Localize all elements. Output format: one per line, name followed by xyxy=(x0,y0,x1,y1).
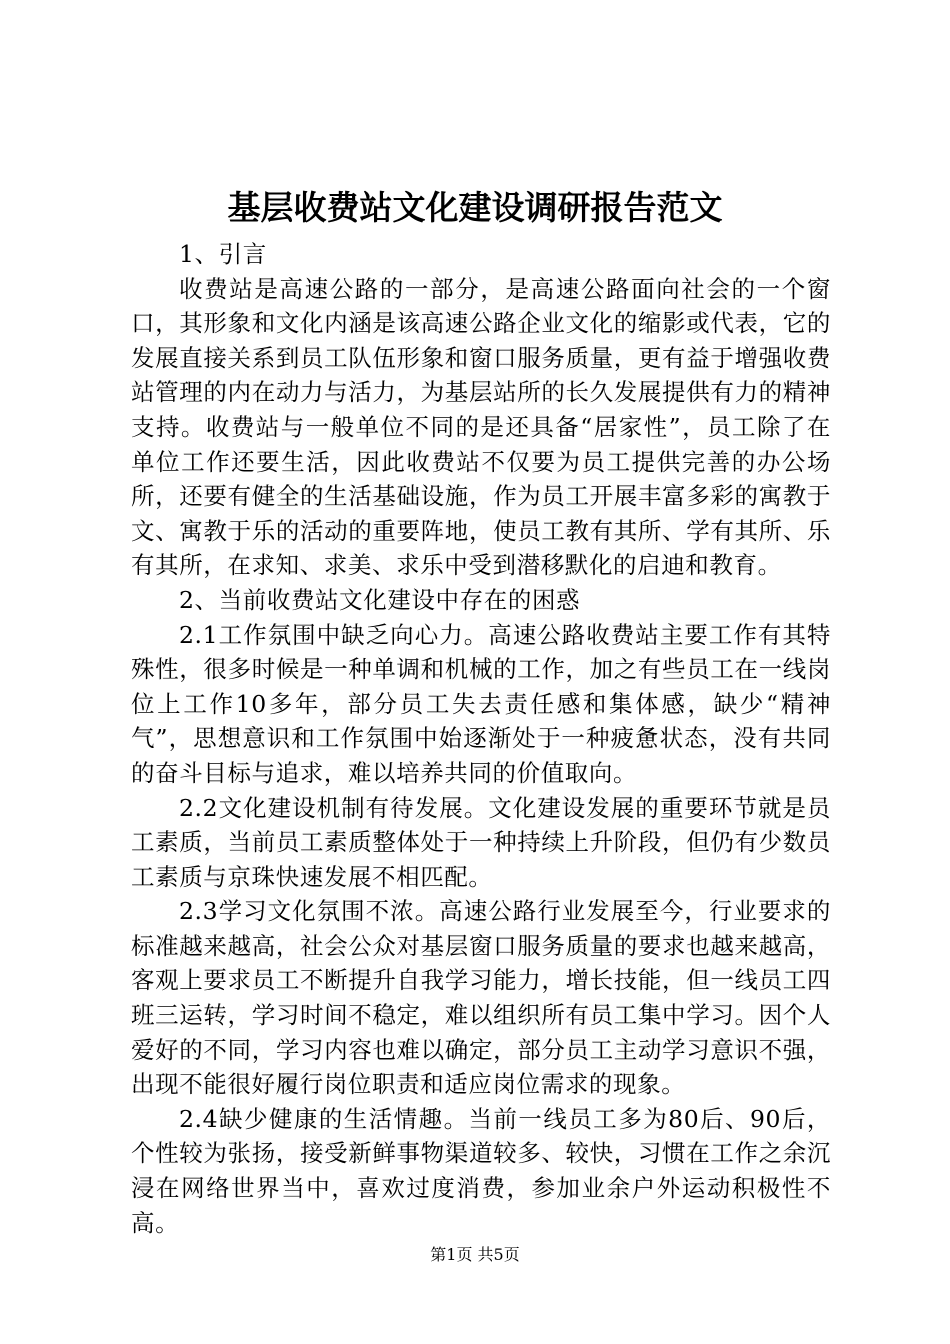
document-title: 基层收费站文化建设调研报告范文 xyxy=(227,188,723,227)
paragraph-2-4: 2.4缺少健康的生活情趣。当前一线员工多为80后、90后，个性较为张扬，接受新鲜事物渠道较多、较快，习惯在工作之余沉浸在网络世界当中，喜欢过度消费，参加业余户外运动积极性不高。 xyxy=(131,1104,831,1237)
paragraph-2-1: 2.1工作氛围中缺乏向心力。高速公路收费站主要工作有其特殊性，很多时候是一种单调和机械的工作，加之有些员工在一线岗位上工作10多年，部分员工失去责任感和集体感，缺少“精神气”，思想意识和工作氛围中始逐渐处于一种疲惫状态，没有共同的奋斗目标与追求，难以培养共同的价值取向。 xyxy=(131,620,831,787)
document-body xyxy=(131,237,831,1240)
paragraph-2-2: 2.2文化建设机制有待发展。文化建设发展的重要环节就是员工素质，当前员工素质整体处于一种持续上升阶段，但仍有少数员工素质与京珠快速发展不相匹配。 xyxy=(131,793,831,891)
section-heading-problems: 2、当前收费站文化建设中存在的困惑 xyxy=(179,585,581,614)
page-footer: 第1页 共5页 xyxy=(430,1245,520,1264)
paragraph-intro: 收费站是高速公路的一部分，是高速公路面向社会的一个窗口，其形象和文化内涵是该高速公路企业文化的缩影或代表，它的发展直接关系到员工队伍形象和窗口服务质量，更有益于增强收费站管理的内在动力与活力，为基层站所的长久发展提供有力的精神支持。收费站与一般单位不同的是还具备“居家性”，员工除了在单位工作还要生活，因此收费站不仅要为员工提供完善的办公场所，还要有健全的生活基础设施，作为员工开展丰富多彩的寓教于文、寓教于乐的活动的重要阵地，使员工教有其所、学有其所、乐有其所，在求知、求美、求乐中受到潜移默化的启迪和教育。 xyxy=(131,274,831,580)
paragraph-2-3: 2.3学习文化氛围不浓。高速公路行业发展至今，行业要求的标准越来越高，社会公众对基层窗口服务质量的要求也越来越高，客观上要求员工不断提升自我学习能力，增长技能，但一线员工四班三运转，学习时间不稳定，难以组织所有员工集中学习。因个人爱好的不同，学习内容也难以确定，部分员工主动学习意识不强，出现不能很好履行岗位职责和适应岗位需求的现象。 xyxy=(131,897,831,1099)
section-heading-intro: 1、引言 xyxy=(179,240,267,268)
